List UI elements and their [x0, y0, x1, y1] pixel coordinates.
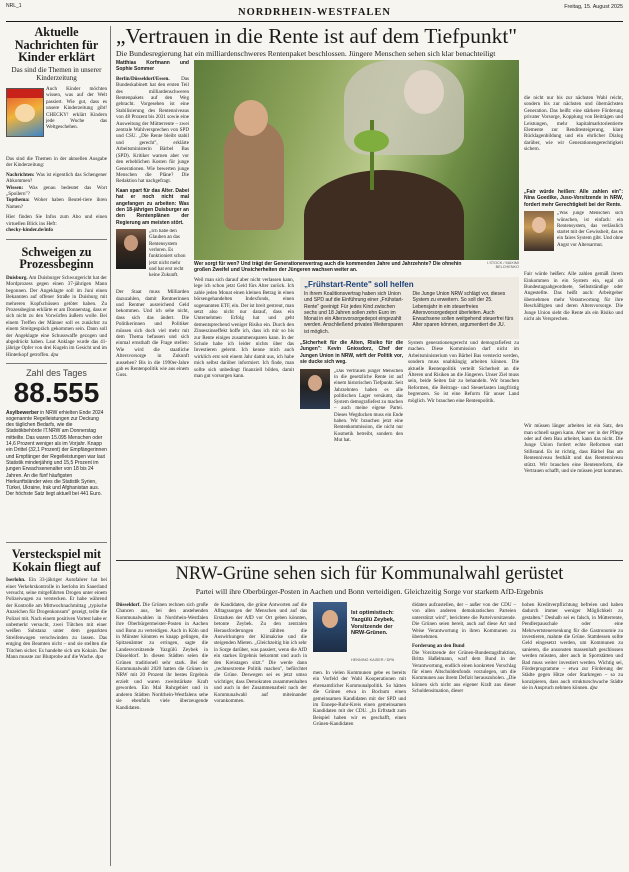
goedike-intro: „Fair würde heißen: Alle zahlen ein": Nina Goedike, Juso-Vorsitzende in NRW, fordert mehr Gerechtigkeit bei der Rente.: [524, 189, 623, 208]
right-text-2: Fair würde heißen: Alle zahlen gemäß ihrem Einkommen in ein System ein, egal ob Bundestagsabgeordnete, Selbstständige oder Angestellte. Das heißt auch: Arbeitgeber übernehmen mehr Verantwortung für ihre Beschäftigten und deren Altersvorsorge. Die Junge Union sieht die Rente als ein Risiko und nicht als Versprechen.: [524, 271, 623, 323]
column-divider: [110, 26, 111, 866]
main-col-3: [300, 340, 403, 519]
photo-credit: I.STOCK / MAXIMI BELCHENKO: [487, 261, 519, 269]
gniosdorz-portrait: [300, 369, 330, 409]
fruehstart-box: [300, 277, 519, 339]
fruehstart-headline: „Frühstart-Rente" soll helfen: [304, 280, 414, 289]
main-subheadline: Die Bundesregierung hat ein milliardenschweres Rentenpaket beschlossen. Jüngere Menschen sehen sich klar benachteiligt: [116, 49, 496, 58]
article-intro: Berlin/Düsseldorf/Essen. Das Bundeskabinett hat den ersten Teil des milliardenschweren Rentenpakets auf den Weg gebracht. Vorgesehen ist eine Stabilisierung des Rentenniveaus von 48 Prozent bis 2031 sowie eine Ausweitung der Mütterrente – zwei zentrale Wahlversprechen von SPD und CSU. „Die Rente bleibt stabil und gerecht", erklärte Arbeitsministerin Bärbel Bas (SPD). Kritiker warnen aber vor den erheblichen Kosten für junge Generationen. Wie bewerten junge Menschen die Pläne? Die Redaktion hat nachgefragt.: [116, 75, 189, 185]
lower-col-4-text-2: Die Vorsitzende der Grünen-Bundestagsfraktion, Britta Haßelmann, warf dem Bund in der Verantwortung, endlich einen konkreten Vorschlag für einen Altschuldenfonds vorzulegen, um die Kommunen aus ihrem Defizit herauszuholen. „Die können sich nicht aus eigener Kraft aus dieser Schuldensituation, dieser: [412, 649, 516, 695]
section-title: NORDRHEIN-WESTFALEN: [238, 7, 391, 18]
kinder-line2: Das sind die Themen in der aktuellen Ausgabe der Kinderzeitung:: [6, 155, 107, 169]
gniosdorz-quote: „Das Vertrauen junger Menschen in die gesetzliche Rente ist auf einem historischen Tiefpunkt. Seit Jahrzehnten haben es alle politischen Lager versäumt, das System demografiefest zu machen – auch meine eigene Partei. Dieses Wegducken muss ein Ende haben. Wir brauchen jetzt eine Rentenkommission, die nicht nur Kosmetik betreibt, sondern den Mut hat.: [334, 368, 403, 443]
lower-col-5: hohen Kreditverpflichtung befreien und haben dadurch immer weniger Möglichkeit zu gestalten." Deshalb sei es falsch, in Mütterrente, Pendlerpauschale oder eine Mehrwertsteuersenkung für die Gastronomie zu investieren, mahnte die Grüne. Stattdessen sollte Geld eingesetzt werden, um Kommunen zu sanieren, die ansonsten massenhaft geschlossen werden müssten, aber auch in Sportstätten und Bad muss weiter investiert werden. Wichtig sei, Förderprogramme – etwa zur Förderung der Städte gegen Hitze oder Starkregen – so zu konzipieren, dass auch strukturschwache Städte sie in Anspruch nehmen können. dpa: [522, 602, 623, 692]
main-col-1: [116, 60, 189, 499]
page-number: NRL_1: [6, 3, 22, 9]
kinder-subheadline: Das sind die Themen in unserer Kinderzeitung: [11, 65, 102, 82]
lower-col-4: [412, 602, 516, 800]
zahl-value: 88.555: [13, 376, 100, 408]
versteck-text: Iserlohn. Ein 33-jähriger Autofahrer hat bei einer Verkehrskontrolle in Iserlohn im Sauerland versucht, seine mitgeführten Drogen unter einem Polizeiwagen zu verstecken. Er habe während der Kontrolle am Mittwochnachmittag „typische Anzeichen für Drogenkonsum" gezeigt, teilte die Polizei mit. Nach einem positiven Vortest habe er unbemerkt versucht, zwei Tütchen mit einer weißen Substanz unter dem geparkten Streifenwagen verschwinden zu lassen. Das entging den Beamten nicht – und sie stellten die Tütchen sicher. Es handelte sich um Kokain. Der Mann musste zur Blutprobe auf die Wache. dpa: [6, 577, 107, 661]
goedike-quote: „Was junge Menschen sich wünschen, ist einfach: ein Rentensystem, das verlässlich startet mit der Gewissheit, das es ein faires System gibt. Und ohne Angst vor Altersarmut.: [557, 211, 623, 248]
header-rule: [6, 21, 623, 22]
kinder-headline: Aktuelle Nachrichten für Kinder erklärt: [14, 25, 99, 64]
left-column: [6, 26, 107, 697]
lower-col-3-text: men. In vielen Kommunen gebe es bereits ein Vorfeld der Wahl Kooperationen mit ehrenamtlicher Kommunalpolitik. So hätten die Grünen etwa in Bochum einen gemeinsamen Kandidaten mit der SPD und im Ennepe-Ruhr-Kreis einen gemeinsamen Kandidaten mit der CDU. „In Erftstadt zum Beispiel haben wir es geschafft, einen Grünen-Kandidaten: [313, 670, 406, 728]
main-col-2: Weil man sich darauf aber nicht verlassen kann, lege ich schon jetzt Geld fürs Alter zurück. Ich zahle jeden Monat einen kleinen Betrag in einen börsengehandelten Indexfonds, einen sogenannten ETF, ein. Der ist breit gestreut, man setzt also nicht nur darauf, dass ein Unternehmen Erfolg hat und geht dementsprechend weniger Risiko ein. Durch den Zinseszinseffekt hoffe ich, dass ich mir so bis zur Rente einiges zusammensparen kann. In der Schule habe ich leider nichts über das Investieren gelernt. Ich kenne mich auch wirklich erst seit einem Jahr damit aus, ich habe mich selbst darüber informiert. Ich finde, man sollte sich unbedingt finanziell bilden, damit man gut vorsorgen kann.: [194, 277, 294, 380]
kinder-intro: Auch Kinder möchten wissen, was auf der Welt passiert. Wie gut, dass es unsere Kinderzeitung gibt! CHECKY! erklärt Kindern jede Woche das Weltgeschehen.: [46, 85, 107, 131]
lower-divider: [116, 560, 623, 561]
page-date: Freitag, 15. August 2025: [564, 4, 623, 10]
lower-subheadline: Partei will ihre Oberbürger-Posten in Aachen und Bonn verteidigen. Gleichzeitig Sorge vor starkem AfD-Ergebnis: [195, 587, 544, 596]
lower-headline: NRW-Grüne sehen sich für Kommunalwahl gerüstet: [175, 564, 564, 584]
authors: Matthias Korfmann und Sophie Sommer: [116, 60, 189, 73]
lower-col-1: Düsseldorf. Die Grünen rechnen sich große Chancen aus, bei den anstehenden Kommunalwahlen in Nordrhein-Westfalen ihre Oberbürgermeister-Posten in Aachen und Bonn zu verteidigen. Auch in Köln und in Münster könnten es knapp gelingen, die Spitzenämter zu erringen, sagte die Landesvorsitzende Yazgülü Zeybek in Düsseldorf. In diesen Städten seien die Grünen traditionell sehr stark. Bei der Kommunalwahl 2020 hatten die Grünen in NRW mit 20 Prozent ihr bestes Ergebnis erzielt und waren zweitstärkste Kraft geworden. Ein Mal Ruhrgebiet und in anderen Städten Nordrhein-Westfalens sehe sie ebenfalls viele überzeugende Kandidaten.: [116, 602, 208, 711]
photo-caption: Wer sorgt für wen? Und trägt der Generationenvertrag auch die kommenden Jahre und Jahrzehnte? Die ohnehin großen Zweifel und Unsicherheiten der Jüngeren wachsen weiter an.: [194, 261, 462, 273]
schweigen-text: Duisburg. Am Duisburger Schwurgericht hat der Mordprozess gegen einen 37-jährigen Mann begonnen. Der Angeklagte soll im Juni einen Bekannten auf offener Straße in Duisburg mit mehreren Kopfschüssen getötet haben. Zu Prozessbeginn erklärte er am Donnerstag, dass er sich nicht zu den Vorwürfen äußern wolle. Bei einem Treffen der Männer soll es zunächst zu einem Streitgespräch gekommen sein. Dann soll der Angeklagte eine Schusswaffe gezogen und abgedrückt haben. Laut Anklage wurde das 41-jährige Opfer von drei Kugeln im Gesicht und im Hinterkopf getroffen. dpa: [6, 274, 107, 357]
zahl-label: Zahl des Tages: [26, 367, 87, 378]
main-col-4: System generationengerecht und demografiefest zu machen. Diese Kommission darf nicht im Arbeitsministerium von Bärbel Bas versteckt werden, sondern muss unabhängig arbeiten können. Die aktuelle Rentenpolitik verteilt Sicherheit an die Älteren und Risiken an die Jüngeren. Unser Ziel muss sein, beide Seiten fair zu behandeln. Wir brauchen Reformen, die Beitrags- und Steuerlasten langfristig begrenzen. So ist eine Reform für unser Land möglich. Wir brauchen eine Rentenpolitik.: [408, 340, 519, 404]
lower-col-3: [313, 602, 406, 860]
divider: [6, 542, 107, 543]
right-column: [524, 95, 623, 573]
divider: [6, 363, 107, 364]
main-photo: [194, 60, 519, 260]
divider: [6, 239, 107, 240]
fruehstart-col2: Die Junge Union NRW schlägt vor, dieses System zu erweitern. So soll der 25. Lebensjahr in ein steuerfreies Altersvorsorgedepot überleiten. Auch Erwachsene sollen weitgehend steuerfrei fürs Alter sparen können, argumentiert die JU.: [412, 291, 514, 329]
lower-subheading: Forderung an den Bund: [412, 643, 465, 650]
schweigen-headline: Schweigen zu Prozessbeginn: [19, 244, 94, 272]
main-headline: „Vertrauen in die Rente ist auf dem Tiefpunkt": [116, 24, 518, 48]
kinder-footer: Hier finden Sie Infos zum Abo und einen virtuellen Blick ins Heft:: [6, 214, 107, 227]
zahl-text: Asylbewerber in NRW erhielten Ende 2024 sogenannte Regelleistungen zur Deckung des täglichen Bedarfs, wie die Statistikbehörde IT.NRW am Donnerstag mitteilte. Das waren 15.095 Menschen oder 14,6 Prozent weniger als im Vorjahr. Knapp ein Drittel (32,1 Prozent) der Empfängerinnen und Empfänger der Regelleistungen war laut Statistik minderjährig und 15,5 Prozent im jungen Erwachsenenalter von 18 bis 24 Jahren. An die fünf häufigsten Herkunftsländer wies die Statistik Syrien, Türkei, Ukraine, Irak und Afghanistan aus. Der höchste Satz liegt aktuell bei 441 Euro.: [6, 409, 107, 498]
kinder-item-1: Nachrichten: Was ist eigentlich das Schengener Abkommen?: [6, 171, 107, 185]
zeybek-credit: HENNING KAISER / DPA: [351, 658, 395, 662]
right-text-1: die nicht nur bis zur nächsten Wahl reicht, sondern bis zur nächsten und übernächsten Generation. Das heißt: eine stärkere Förderung privater Vorsorge, Kopplung von Beiträgen und Leistungen, mehr kapitalmarktorientierte Elemente zur Renditesteigerung, klare Rücklagenbildung und ein ehrlicher Dialog darüber, wie wir Generationengerechtigkeit sichern.: [524, 95, 623, 153]
goedike-portrait: [524, 211, 554, 251]
kinder-item-3: Topthema: Woher haben Beutel-tiere ihren Namen?: [6, 197, 107, 210]
kaan-portrait: [116, 229, 146, 269]
kinder-link[interactable]: checky-kinder.de/info: [6, 226, 53, 233]
kinder-magazine-cover: [6, 88, 44, 137]
right-text-3: Wir müssen länger arbeiten ist ein Satz, den man schnell sagen kann. Aber wer in der Pflege oder auf dem Bau arbeitet, kann das nicht. Die Junge Union fordert echte Reformen statt Stillstand. Es ist richtig, dass Bärbel Bas am Rentenniveau festhält und das Rentenniveau stützt. Wir brauchen eine Rentenreform, die Vertrauen schafft, und sie müssen jetzt kommen.: [524, 423, 623, 475]
lower-col-4-text: didaten aufzustellen, der – außer von der CDU – von allen anderen demokratischen Parteien unterstützt wird", berichtete die Parteivorsitzende. Die Grünen seien bereit, auch auf diese Art und Weise Verantwortung in ihren Kommunen zu übernehmen.: [412, 602, 516, 641]
lower-col-2: de Kandidaten, die grüne Antworten auf die Alltagssorgen der Menschen und auf das Erstarken der AfD vor Ort geben könnten, betonte Zeybek. Zu den zentralen Herausforderungen zählten die Auswirkungen der Klimakrise und die steigenden Mieten. „Gleichzeitig bin ich sehr in Sorge darüber, was passiert, wenn die AfD ein starkes Ergebnis bekommt und auch in den Kreistagen sitzt." Die werde dann „rechtsextreme Politik machen", befürchtet die Grüne. Deswegen sei es jetzt umso wichtiger, dass Demokraten zusammenhalten und auch in der Zusammenarbeit nach der Kommunalwahl auf miteinander vorankommen.: [214, 602, 307, 705]
zeybek-caption: Ist optimistisch: Yazgülü Zeybek, Vorsitzende der NRW-Grünen.: [351, 610, 395, 637]
kaan-intro: Kaan spart für das Alter. Dabei hat er noch nicht mal angefangen zu arbeiten: Was den 18-jährigen Duisburger an den Rentenplänen der Regierung am meisten stört.: [116, 187, 189, 226]
gniosdorz-intro: „Sicherheit für die Alten, Risiko für die Jungen": Kevin Gniosdorz, Chef der Jungen Union in NRW, wirft der Politik vor, sie ducke sich weg.: [300, 340, 403, 366]
versteck-headline: Versteckspiel mit Kokain fliegt auf: [11, 547, 102, 574]
zeybek-portrait: [313, 602, 347, 652]
fruehstart-col1: In ihrem Koalitionsvertrag haben sich Union und SPD auf die Einführung einer „Frühstart-Rente" geeinigt: Für jedes Kind zwischen sechs und 18 Jahren sollen zehn Euro im Monat in ein Altersvorsorgedepot eingezahlt werden. Anschließend privates Weitersparen ist möglich.: [304, 291, 404, 335]
kinder-item-2: Wissen: Was genau bedeutet das Wort „Spoilern"?: [6, 184, 107, 197]
kaan-quote: „Ich habe den Glauben an das Rentensystem verloren. Es funktioniert schon jetzt nicht mehr und hat erst recht keine Zukunft.: [149, 229, 186, 279]
kaan-text: Der Staat muss Milliarden dazuzahlen, damit Rentnerinnen und Rentner ausreichend Geld bekommen. Und ich sehe nicht, dass sich das ändert. Die Politikerinnen und Politiker müssen sich doch viel mehr mit dem Thema befassen und sich einmal ernsthaft die Frage stellen: Wie wird die staatliche Altersvorsorge in Zukunft aussehen? Bis in die 1990er-Jahre gab es Rentenpolitik wie aus einem Guss.: [116, 289, 189, 379]
